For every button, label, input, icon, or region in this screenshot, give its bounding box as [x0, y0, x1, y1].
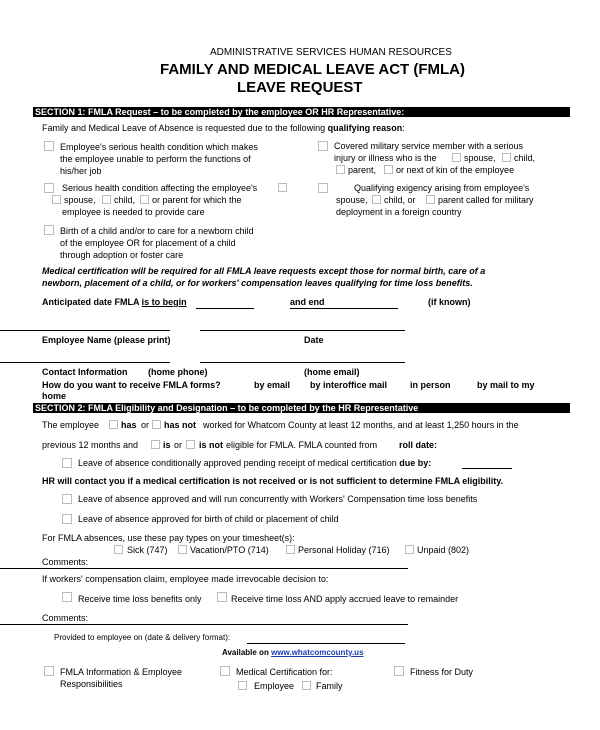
workers-comp-approval-checkbox[interactable] [62, 494, 72, 504]
vacation-label: Vacation/PTO (714) [190, 545, 269, 555]
military-child-label: child, [514, 153, 536, 163]
military-spouse-label: spouse, [464, 153, 496, 163]
birth-approval-label: Leave of absence approved for birth of child or placement of child [78, 514, 339, 524]
employee-name-line[interactable] [0, 330, 170, 331]
reason-military-injury-label: Covered military service member with a serious [334, 141, 524, 151]
reason-family-health-checkbox[interactable] [44, 183, 54, 193]
section-1-header: SECTION 1: FMLA Request – to be completed by the employee OR HR Representative: [33, 107, 570, 117]
cert-family-checkbox[interactable] [302, 681, 311, 690]
cert-employee-label: Employee [254, 681, 295, 691]
home-email-line[interactable] [200, 362, 405, 363]
home-phone-line[interactable] [0, 362, 170, 363]
personal-holiday-checkbox[interactable] [286, 545, 295, 554]
medical-cert-checkbox[interactable] [220, 666, 230, 676]
qualifying-reason-intro: Family and Medical Leave of Absence is requested due to the following qualifying reason: [42, 123, 405, 133]
family-spouse-label: spouse, [64, 195, 96, 205]
comments2-line[interactable] [0, 624, 408, 625]
reason-birth-label: Birth of a child and/or to care for a newborn child of the employee OR for placement of a child through adoption or foster care [60, 226, 254, 260]
has-checkbox[interactable] [109, 420, 118, 429]
anticipated-label: Anticipated date FMLA is to begin [42, 297, 187, 307]
personal-holiday-label: Personal Holiday (716) [298, 545, 390, 555]
sick-checkbox[interactable] [114, 545, 123, 554]
workers-comp-question: If workers' compensation claim, employee made irrevocable decision to: [42, 574, 329, 584]
vacation-checkbox[interactable] [178, 545, 187, 554]
roll-date-label: roll date: [399, 440, 438, 450]
fmla-info-label: FMLA Information & Employee [60, 667, 183, 677]
fitness-for-duty-checkbox[interactable] [394, 666, 404, 676]
previous-months-text: previous 12 months and [42, 440, 139, 450]
exigency-spouse-label: spouse, [336, 195, 368, 205]
form-subtitle: LEAVE REQUEST [237, 79, 363, 96]
exigency-child-checkbox[interactable] [372, 195, 381, 204]
medical-cert-label: Medical Certification for: [236, 667, 333, 677]
is-checkbox[interactable] [151, 440, 160, 449]
military-child-checkbox[interactable] [502, 153, 511, 162]
provided-line[interactable] [247, 643, 405, 644]
pay-types-note: For FMLA absences, use these pay types on your timesheet(s): [42, 533, 295, 543]
sick-label: Sick (747) [127, 545, 168, 555]
home-email-label: (home email) [304, 367, 360, 377]
by-mail-label-home: home [42, 391, 67, 401]
exigency-parent-checkbox[interactable] [426, 195, 435, 204]
home-phone-label: (home phone) [148, 367, 208, 377]
eligible-text: eligible for FMLA. FMLA counted from [226, 440, 378, 450]
or-label: or [141, 420, 150, 430]
cert-note-1: Medical certification will be required for all FMLA leave requests except those for normal birth, care of a [42, 266, 486, 276]
conditional-approval-label: Leave of absence conditionally approved pending receipt of medical certification due by: [78, 458, 432, 468]
fmla-info-checkbox[interactable] [44, 666, 54, 676]
worked-text: worked for Whatcom County at least 12 months, and at least 1,250 hours in the [203, 420, 519, 430]
comments-line[interactable] [0, 568, 408, 569]
unpaid-checkbox[interactable] [405, 545, 414, 554]
section-2-header: SECTION 2: FMLA Eligibility and Designation – to be completed by the HR Representative [33, 403, 570, 413]
contact-label: Contact Information [42, 367, 128, 377]
reason-exigency-label: Qualifying exigency arising from employee's [354, 183, 530, 193]
cert-employee-checkbox[interactable] [238, 681, 247, 690]
reason-exigency-label-2: deployment in a foreign country [336, 207, 462, 217]
reason-family-health-label: Serious health condition affecting the employee's [62, 183, 258, 193]
military-parent-checkbox[interactable] [336, 165, 345, 174]
employee-label: The employee [42, 420, 100, 430]
time-loss-only-checkbox[interactable] [62, 592, 72, 602]
begin-date-line[interactable] [196, 308, 254, 309]
or2-label: or [174, 440, 183, 450]
has-label: has [121, 420, 137, 430]
department-name: ADMINISTRATIVE SERVICES HUMAN RESOURCES [210, 47, 452, 58]
is-not-checkbox[interactable] [186, 440, 195, 449]
date-line[interactable] [200, 330, 405, 331]
birth-approval-checkbox[interactable] [62, 514, 72, 524]
reason-family-health-label-2: employee is needed to provide care [62, 207, 205, 217]
is-not-label: is not [199, 440, 223, 450]
time-loss-only-label: Receive time loss benefits only [78, 594, 202, 604]
website-link[interactable]: www.whatcomcounty.us [271, 648, 364, 657]
end-date-line[interactable] [290, 308, 398, 309]
date-label: Date [304, 335, 324, 345]
reason-military-injury-label-2: injury or illness who is the [334, 153, 437, 163]
if-known-label: (if known) [428, 297, 471, 307]
family-spouse-checkbox[interactable] [52, 195, 61, 204]
comments2-label: Comments: [42, 613, 89, 623]
provided-label: Provided to employee on (date & delivery format): [54, 633, 231, 642]
by-email-label: by email [254, 380, 291, 390]
workers-comp-approval-label: Leave of absence approved and will run concurrently with Workers' Compensation time loss benefits [78, 494, 478, 504]
reason-birth-checkbox[interactable] [44, 225, 54, 235]
form-title: FAMILY AND MEDICAL LEAVE ACT (FMLA) [160, 61, 465, 78]
hr-contact-note: HR will contact you if a medical certification is not received or is not sufficient to determine FMLA eligibility. [42, 476, 504, 486]
available-note: Available on www.whatcomcounty.us [222, 648, 364, 657]
cert-family-label: Family [316, 681, 343, 691]
reason-own-health-label: Employee's serious health condition which makes the employee unable to perform the functions of his/her job [60, 142, 258, 176]
family-child-label: child, [114, 195, 136, 205]
reason-military-injury-checkbox[interactable] [318, 141, 328, 151]
end-label: and end [290, 297, 325, 307]
due-by-line[interactable] [462, 468, 512, 469]
has-not-label: has not [164, 420, 197, 430]
exigency-parent-label: parent called for military [438, 195, 534, 205]
in-person-label: in person [410, 380, 451, 390]
family-health-extra-checkbox[interactable] [278, 183, 287, 192]
by-interoffice-label: by interoffice mail [310, 380, 388, 390]
conditional-approval-checkbox[interactable] [62, 458, 72, 468]
military-parent-label: parent, [348, 165, 377, 175]
military-spouse-checkbox[interactable] [452, 153, 461, 162]
responsibilities-label: Responsibilities [60, 679, 123, 689]
has-not-checkbox[interactable] [152, 420, 161, 429]
unpaid-label: Unpaid (802) [417, 545, 470, 555]
family-parent-label: or parent for which the [152, 195, 242, 205]
military-next-of-kin-label: or next of kin of the employee [396, 165, 515, 175]
family-parent-checkbox[interactable] [140, 195, 149, 204]
time-loss-and-leave-label: Receive time loss AND apply accrued leave to remainder [231, 594, 459, 604]
cert-note-2: newborn, placement of a child, or for workers' compensation leaves qualifying for time loss benefits. [42, 278, 473, 288]
by-mail-label: by mail to my [477, 380, 535, 390]
is-label: is [163, 440, 171, 450]
time-loss-and-leave-checkbox[interactable] [217, 592, 227, 602]
exigency-child-label: child, or [384, 195, 416, 205]
employee-name-label: Employee Name (please print) [42, 335, 171, 345]
military-next-of-kin-checkbox[interactable] [384, 165, 393, 174]
receive-forms-question: How do you want to receive FMLA forms? [42, 380, 221, 390]
comments-label: Comments: [42, 557, 89, 567]
reason-exigency-checkbox[interactable] [318, 183, 328, 193]
fitness-for-duty-label: Fitness for Duty [410, 667, 474, 677]
reason-own-health-checkbox[interactable] [44, 141, 54, 151]
family-child-checkbox[interactable] [102, 195, 111, 204]
